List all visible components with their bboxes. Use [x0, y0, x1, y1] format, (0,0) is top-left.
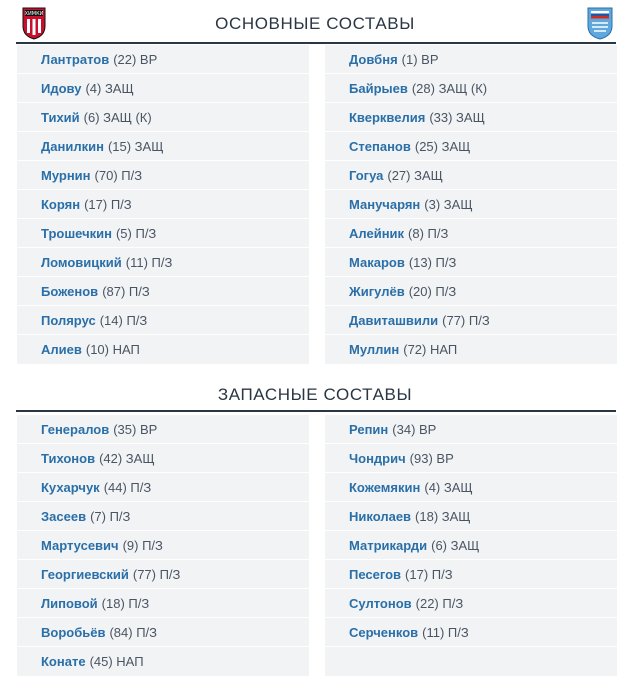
- list-item: Николаев (18) ЗАЩ: [325, 502, 617, 531]
- list-item: Алиев (10) НАП: [17, 335, 309, 364]
- list-item: Степанов (25) ЗАЩ: [325, 132, 617, 161]
- list-item: Алейник (8) П/З: [325, 219, 617, 248]
- list-item: Корян (17) П/З: [17, 190, 309, 219]
- list-item: Репин (34) ВР: [325, 415, 617, 444]
- list-item: Тихонов (42) ЗАЩ: [17, 444, 309, 473]
- list-item: Засеев (7) П/З: [17, 502, 309, 531]
- list-item: Довбня (1) ВР: [325, 45, 617, 74]
- list-item: Серченков (11) П/З: [325, 618, 617, 647]
- list-item: Конате (45) НАП: [17, 647, 309, 676]
- list-item: Данилкин (15) ЗАЩ: [17, 132, 309, 161]
- list-item: Лантратов (22) ВР: [17, 45, 309, 74]
- empty-row: [325, 647, 617, 676]
- list-item: Мартусевич (9) П/З: [17, 531, 309, 560]
- list-item: Полярус (14) П/З: [17, 306, 309, 335]
- list-item: Песегов (17) П/З: [325, 560, 617, 589]
- svg-text:ХИМКИ: ХИМКИ: [24, 11, 44, 17]
- substitutes-heading: ЗАПАСНЫЕ СОСТАВЫ: [217, 385, 413, 404]
- list-item: Кожемякин (4) ЗАЩ: [325, 473, 617, 502]
- home-subs-list: [17, 415, 309, 676]
- home-starting-list: [17, 45, 309, 364]
- starting-divider: [16, 42, 616, 44]
- list-item: Гогуа (27) ЗАЩ: [325, 161, 617, 190]
- list-item: Тихий (6) ЗАЩ (К): [17, 103, 309, 132]
- list-item: Мурнин (70) П/З: [17, 161, 309, 190]
- list-item: Идову (4) ЗАЩ: [17, 74, 309, 103]
- list-item: Чондрич (93) ВР: [325, 444, 617, 473]
- list-item: Ломовицкий (11) П/З: [17, 248, 309, 277]
- list-item: Матрикарди (6) ЗАЩ: [325, 531, 617, 560]
- list-item: Боженов (87) П/З: [17, 277, 309, 306]
- list-item: Султонов (22) П/З: [325, 589, 617, 618]
- list-item: Муллин (72) НАП: [325, 335, 617, 364]
- list-item: Давиташвили (77) П/З: [325, 306, 617, 335]
- list-item: Генералов (35) ВР: [17, 415, 309, 444]
- list-item: Макаров (13) П/З: [325, 248, 617, 277]
- list-item: Кухарчук (44) П/З: [17, 473, 309, 502]
- list-item: Трошечкин (5) П/З: [17, 219, 309, 248]
- list-item: Липовой (18) П/З: [17, 589, 309, 618]
- starting-lineups-heading: ОСНОВНЫЕ СОСТАВЫ: [215, 14, 415, 33]
- substitutes-divider: [16, 410, 616, 412]
- list-item: Георгиевский (77) П/З: [17, 560, 309, 589]
- list-item: Манучарян (3) ЗАЩ: [325, 190, 617, 219]
- list-item: Байрыев (28) ЗАЩ (К): [325, 74, 617, 103]
- list-item: Кверквелия (33) ЗАЩ: [325, 103, 617, 132]
- list-item: Воробьёв (84) П/З: [17, 618, 309, 647]
- away-starting-list: [325, 45, 617, 364]
- away-subs-list: [325, 415, 617, 676]
- list-item: Жигулёв (20) П/З: [325, 277, 617, 306]
